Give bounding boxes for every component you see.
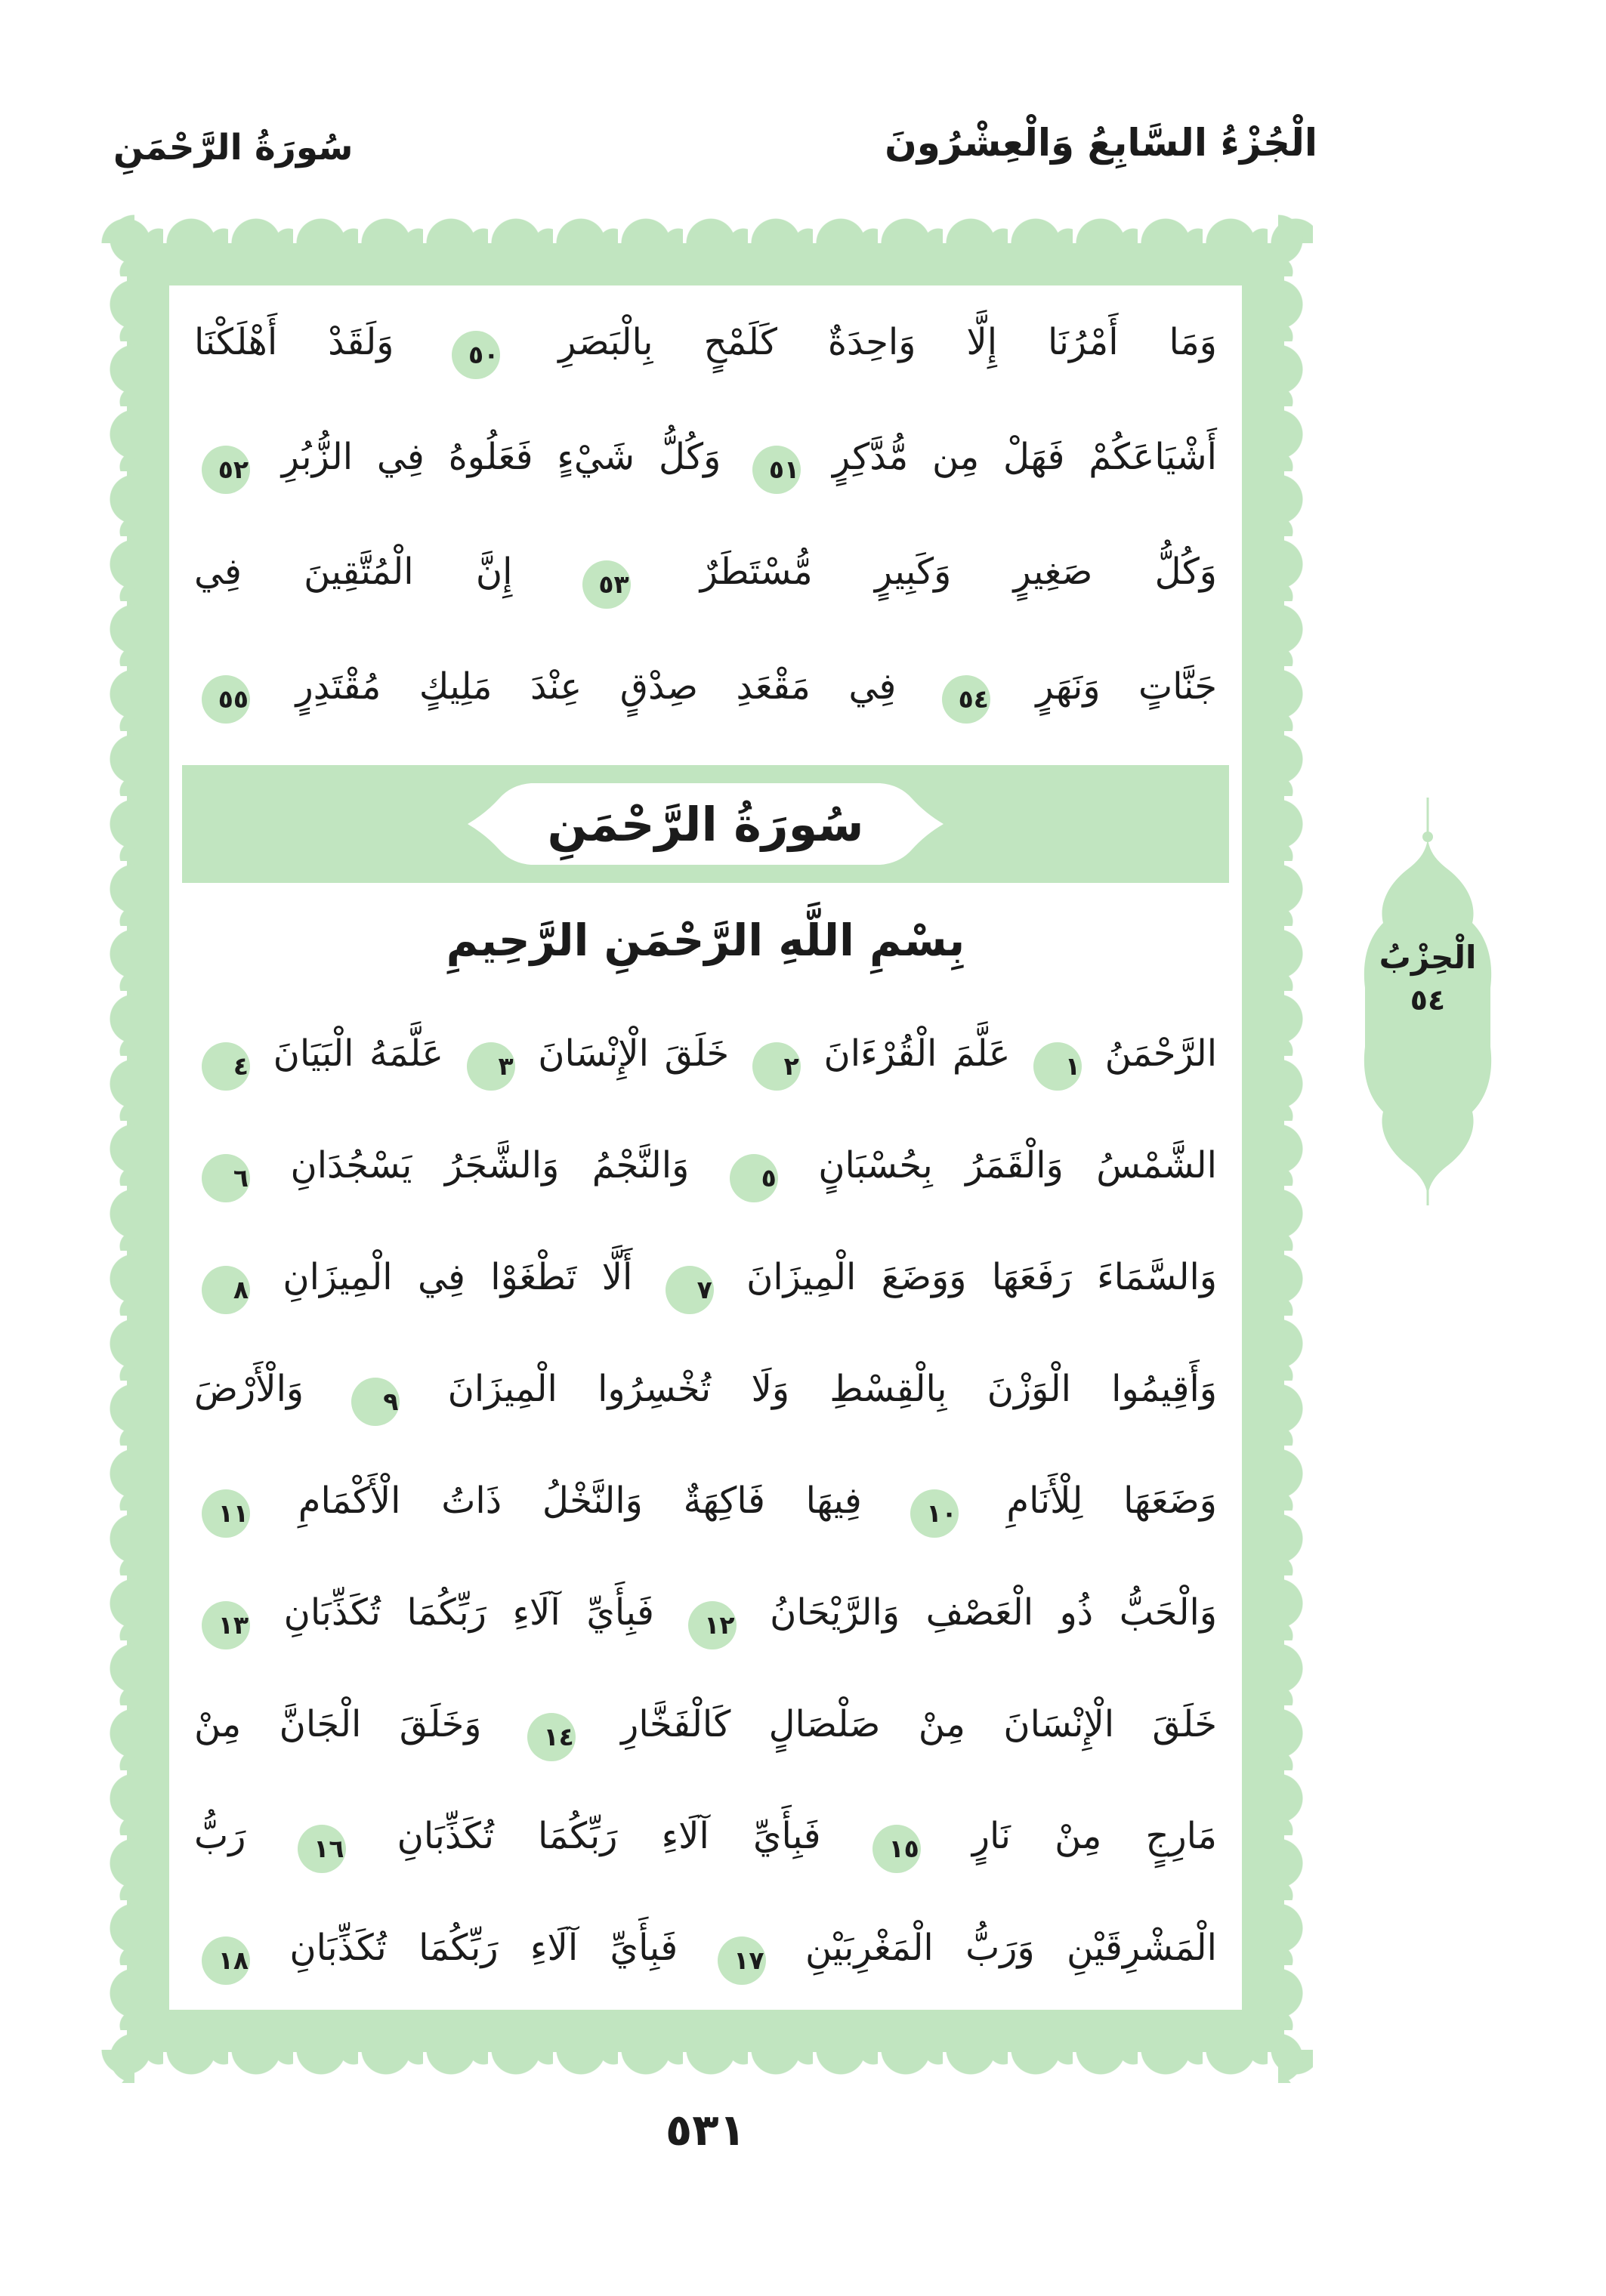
ayah-text: وَالسَّمَاءَ رَفَعَهَا وَوَضَعَ الْمِيزَانَ — [746, 1256, 1218, 1298]
ayah-text: أَلَّا تَطْغَوْا فِي الْمِيزَانِ — [283, 1256, 633, 1298]
header-juz-name: الْجُزْءُ السَّابِعُ وَالْعِشْرُونَ — [885, 121, 1317, 165]
ayah-text: وَخَلَقَ الْجَانَّ مِنْ — [194, 1703, 482, 1745]
ayah-text: فِي مَقْعَدِ صِدْقٍ عِنْدَ مَلِيكٍ مُقْتَدِرٍ — [295, 665, 897, 708]
ayah-text: الرَّحْمَنُ — [1104, 1032, 1218, 1075]
hizb-marker — [1354, 935, 1502, 1020]
ayah-text: الشَّمْسُ وَالْقَمَرُ بِحُسْبَانٍ — [818, 1144, 1217, 1187]
verse-number-marker: ٧ — [666, 1266, 714, 1314]
quran-line — [168, 1892, 1243, 2004]
verse-number-marker: ٣ — [467, 1042, 515, 1091]
verse-number-marker: ١٠ — [910, 1489, 959, 1538]
verse-number-marker: ١٥ — [872, 1825, 921, 1873]
quran-line — [168, 1557, 1243, 1668]
hizb-number: ٥٤ — [1410, 983, 1446, 1017]
verse-number-marker: ٤ — [202, 1042, 250, 1091]
ayah-text: وَكُلُّ صَغِيرٍ وَكَبِيرٍ مُّسْتَطَرٌ — [700, 551, 1217, 593]
header-surah-name: سُورَةُ الرَّحْمَنِ — [113, 127, 354, 168]
frame-scallop-bottom — [98, 2050, 1313, 2094]
ayah-text: وَالنَّجْمُ وَالشَّجَرُ يَسْجُدَانِ — [290, 1144, 690, 1187]
ayah-text: فِيهَا فَاكِهَةٌ وَالنَّخْلُ ذَاتُ الْأَكْمَامِ — [298, 1480, 862, 1522]
quran-line — [168, 1445, 1243, 1557]
quran-line — [168, 1333, 1243, 1445]
verse-number-marker: ٢ — [752, 1042, 801, 1091]
ayah-text: وَأَقِيمُوا الْوَزْنَ بِالْقِسْطِ وَلَا تُخْسِرُوا الْمِيزَانَ — [447, 1368, 1217, 1410]
quran-line — [168, 400, 1243, 514]
ayah-text: خَلَقَ الْإِنْسَانَ مِنْ صَلْصَالٍ كَالْفَخَّارِ — [621, 1703, 1217, 1745]
bismillah-line: بِسْمِ اللَّهِ الرَّحْمَنِ الرَّحِيمِ — [446, 915, 965, 966]
ayah-text: عَلَّمَهُ الْبَيَانَ — [273, 1032, 444, 1075]
quran-line — [168, 1221, 1243, 1333]
verse-number-marker: ٥٢ — [202, 446, 250, 494]
verse-number-marker: ١٦ — [298, 1825, 346, 1873]
quran-line — [168, 285, 1243, 400]
surah-title-banner — [182, 765, 1229, 883]
verse-number-marker: ٦ — [202, 1154, 250, 1202]
ayah-text: أَشْيَاعَكُمْ فَهَلْ مِن مُّدَّكِرٍ — [832, 436, 1217, 478]
frame-scallop-top — [98, 199, 1313, 243]
verse-number-marker: ١٨ — [202, 1936, 250, 1985]
ayah-text: وَكُلُّ شَيْءٍ فَعَلُوهُ فِي الزُّبُرِ — [281, 436, 721, 478]
verse-number-marker: ٥٥ — [202, 675, 250, 724]
ayah-text: وَضَعَهَا لِلْأَنَامِ — [1006, 1480, 1217, 1522]
verse-number-marker: ٩ — [351, 1378, 400, 1426]
frame-scallop-left — [91, 211, 134, 2083]
ayah-text: جَنَّاتٍ وَنَهَرٍ — [1036, 665, 1218, 708]
quran-text-area — [168, 285, 1243, 2014]
surah-rahman-verses-block — [168, 998, 1243, 2004]
quran-line — [168, 1780, 1243, 1892]
verse-number-marker: ١٤ — [527, 1713, 576, 1761]
surah-qamar-verses-block — [168, 285, 1243, 744]
verse-number-marker: ٥٤ — [942, 675, 990, 724]
verse-number-marker: ١٧ — [718, 1936, 766, 1985]
ayah-text: فَبِأَيِّ آلَاءِ رَبِّكُمَا تُكَذِّبَانِ — [289, 1927, 678, 1969]
ayah-text: وَالْأَرْضَ — [194, 1368, 304, 1410]
page-number: ٥٣١ — [665, 2104, 746, 2156]
ayah-text: وَلَقَدْ أَهْلَكْنَا — [194, 321, 394, 363]
verse-number-marker: ١١ — [202, 1489, 250, 1538]
ayah-text: رَبُّ — [194, 1815, 246, 1857]
hizb-label: الْحِزْبُ — [1379, 939, 1477, 976]
quran-line — [168, 629, 1243, 744]
ayah-text: مَارِجٍ مِنْ نَارٍ — [971, 1815, 1218, 1857]
verse-number-marker: ٥ — [730, 1154, 778, 1202]
verse-number-marker: ١٢ — [688, 1601, 737, 1649]
ayah-text: وَمَا أَمْرُنَا إِلَّا وَاحِدَةٌ كَلَمْحٍ بِالْبَصَرِ — [558, 321, 1217, 363]
frame-scallop-right — [1278, 211, 1322, 2083]
verse-number-marker: ٥٠ — [452, 331, 500, 379]
ayah-text: الْمَشْرِقَيْنِ وَرَبُّ الْمَغْرِبَيْنِ — [805, 1927, 1217, 1969]
quran-line — [168, 1668, 1243, 1780]
verse-number-marker: ٥٣ — [582, 560, 631, 609]
hizb-ornament-top-line — [1427, 798, 1429, 835]
ayah-text: عَلَّمَ الْقُرْءَانَ — [823, 1032, 1011, 1075]
verse-number-marker: ١ — [1033, 1042, 1082, 1091]
ayah-text: فَبِأَيِّ آلَاءِ رَبِّكُمَا تُكَذِّبَانِ — [283, 1591, 654, 1634]
verse-number-marker: ٨ — [202, 1266, 250, 1314]
surah-title-text: سُورَةُ الرَّحْمَنِ — [547, 796, 864, 852]
verse-number-marker: ١٣ — [202, 1601, 250, 1649]
quran-line — [168, 998, 1243, 1109]
verse-number-marker: ٥١ — [752, 446, 801, 494]
ayah-text: فَبِأَيِّ آلَاءِ رَبِّكُمَا تُكَذِّبَانِ — [397, 1815, 821, 1857]
quran-line — [168, 514, 1243, 629]
quran-line — [168, 1109, 1243, 1221]
ayah-text: خَلَقَ الْإِنْسَانَ — [538, 1032, 730, 1075]
ayah-text: وَالْحَبُّ ذُو الْعَصْفِ وَالرَّيْحَانُ — [770, 1591, 1218, 1634]
ayah-text: إِنَّ الْمُتَّقِينَ فِي — [194, 551, 513, 593]
